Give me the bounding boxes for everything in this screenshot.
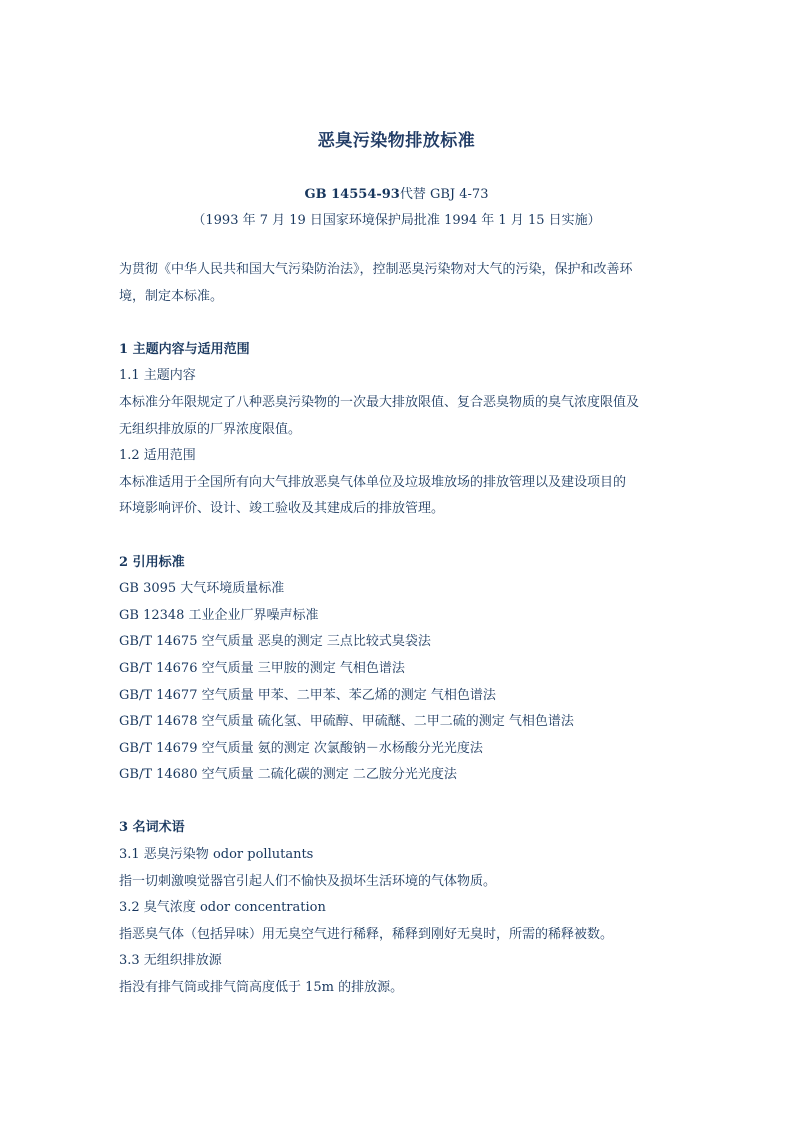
standard-code-line: [0, 183, 793, 202]
document-title: 恶臭污染物排放标准: [317, 131, 476, 151]
paragraph-line: 环境影响评价、设计、竣工验收及其建成后的排放管理。: [119, 501, 445, 517]
standard-replaces: 代替 GBJ 4-73: [399, 187, 489, 202]
spacer: [119, 523, 679, 550]
paragraph-line: 无组织排放原的厂界浓度限值。: [119, 421, 302, 437]
reference-item: GB/T 14679 空气质量 氨的测定 次氯酸钠－水杨酸分光光度法: [119, 740, 483, 756]
reference-item: GB/T 14680 空气质量 二硫化碳的测定 二乙胺分光光度法: [119, 767, 457, 783]
reference-item: GB 3095 大气环境质量标准: [119, 581, 285, 597]
reference-item: GB/T 14675 空气质量 恶臭的测定 三点比较式臭袋法: [119, 634, 431, 650]
term-title: 3.3 无组织排放源: [119, 953, 222, 969]
reference-item: GB/T 14678 空气质量 硫化氢、甲硫醇、甲硫醚、二甲二硫的测定 气相色谱法: [119, 714, 574, 730]
paragraph-line: 本标准适用于全国所有向大气排放恶臭气体单位及垃圾堆放场的排放管理以及建设项目的: [119, 474, 627, 490]
term-title: 3.1 恶臭污染物 odor pollutants: [119, 847, 314, 863]
term-definition: 指没有排气筒或排气筒高度低于 15m 的排放源。: [119, 980, 404, 996]
subsection-title: 1.2 适用范围: [119, 448, 196, 464]
term-definition: 指一切刺激嗅觉器官引起人们不愉快及损坏生活环境的气体物质。: [119, 873, 497, 889]
reference-item: GB/T 14676 空气质量 三甲胺的测定 气相色谱法: [119, 660, 405, 676]
subsection-title: 1.1 主题内容: [119, 368, 196, 384]
term-definition: 指恶臭气体（包括异味）用无臭空气进行稀释，稀释到刚好无臭时，所需的稀释被数。: [119, 926, 614, 942]
spacer: [119, 789, 679, 816]
standard-code: GB 14554-93: [304, 187, 400, 202]
reference-item: GB/T 14677 空气质量 甲苯、二甲苯、苯乙烯的测定 气相色谱法: [119, 687, 496, 703]
spacer: [119, 310, 679, 337]
section-heading: 1 主题内容与适用范围: [119, 341, 250, 357]
section-heading: 2 引用标准: [119, 554, 185, 570]
intro-line: 为贯彻《中华人民共和国大气污染防治法》，控制恶臭污染物对大气的污染，保护和改善环: [119, 262, 633, 277]
approval-note: （1993 年 7 月 19 日国家环境保护局批准 1994 年 1 月 15 日实施）: [192, 213, 601, 228]
intro-line: 境，制定本标准。: [119, 288, 224, 304]
document-body: [119, 257, 679, 1002]
reference-item: GB 12348 工业企业厂界噪声标准: [119, 607, 319, 623]
section-heading: 3 名词术语: [119, 820, 185, 836]
term-title: 3.2 臭气浓度 odor concentration: [119, 900, 326, 916]
paragraph-line: 本标准分年限规定了八种恶臭污染物的一次最大排放限值、复合恶臭物质的臭气浓度限值及: [119, 394, 640, 410]
